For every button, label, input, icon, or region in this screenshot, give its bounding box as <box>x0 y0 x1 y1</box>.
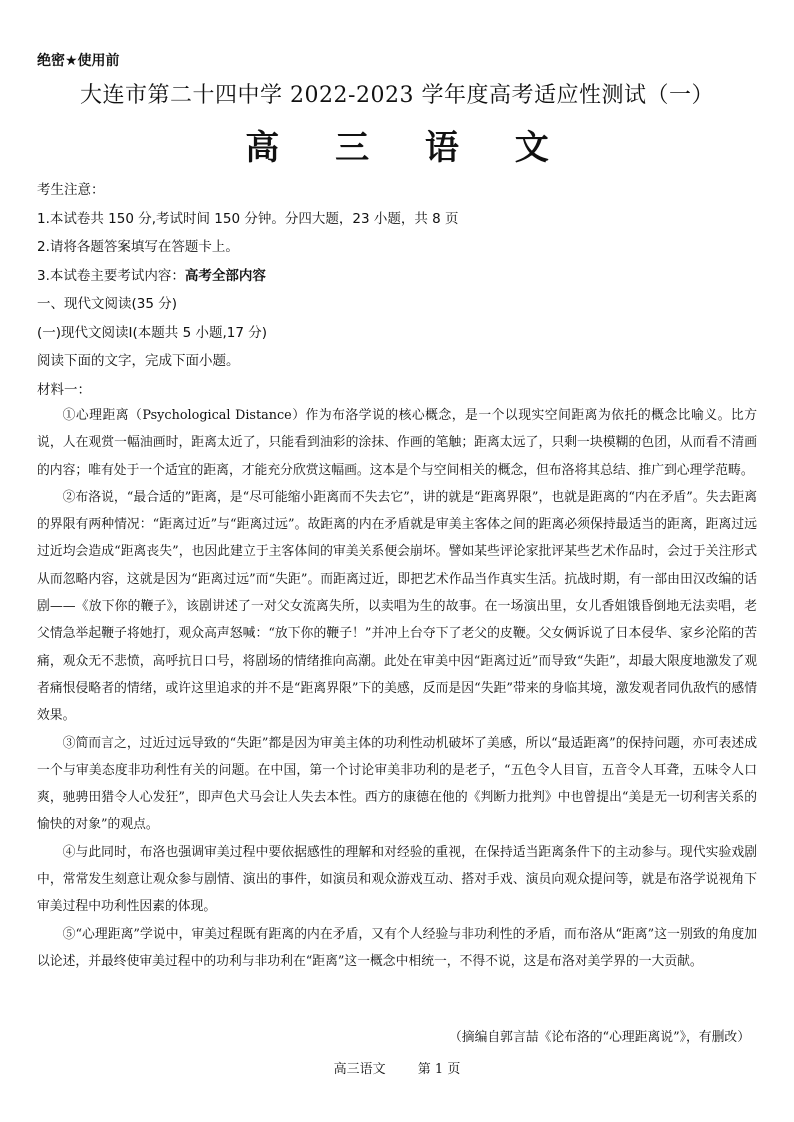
paragraph-1: ①心理距离（Psychological Distance）作为布洛学说的核心概念，是一个以现实空间距离为依托的概念比喻义。比方说，人在观赏一幅油画时，距离太近了，只能看到油彩的涂抹、作画的笔触；距离太远了，只剩一块模糊的色团，从而看不清画的内容；唯有处于一个适宜的距离，才能充分欣赏这幅画。这本是个与空间相关的概念，但布洛将其总结、推广到心理学范畴。 <box>37 408 757 478</box>
page-footer <box>0 1058 794 1077</box>
subsection-heading: (一)现代文阅读I(本题共 5 小题,17 分) <box>37 324 267 341</box>
reading-passage <box>37 402 757 975</box>
paragraph-5: ⑤“心理距离”学说中，审美过程既有距离的内在矛盾，又有个人经验与非功利性的矛盾，而布洛从“距离”这一别致的角度加以论述，并最终使审美过程中的功利与非功利在“距离”这一概念中相统一，不得不说，这是布洛对美学界的一大贡献。 <box>37 926 757 969</box>
note-item-3 <box>37 262 757 291</box>
footer-page-number: 第 1 页 <box>417 1062 461 1077</box>
note-item-3-prefix: 3.本试卷主要考试内容： <box>37 267 185 284</box>
footer-subject: 高三语文 <box>333 1062 386 1077</box>
candidate-notes <box>37 176 757 404</box>
paragraph-4: ④与此同时，布洛也强调审美过程中要依据感性的理解和对经验的重视，在保持适当距离条件下的主动参与。现代实验戏剧中，常常发生刻意让观众参与剧情、演出的事件，如演员和观众游戏互动、搭对手戏、演员向观众提问等，就是布洛学说视角下审美过程中功利性因素的体现。 <box>37 844 757 915</box>
reading-instruction: 阅读下面的文字，完成下面小题。 <box>37 353 240 369</box>
note-item-2: 2.请将各题答案填写在答题卡上。 <box>37 239 239 255</box>
note-item-1: 1.本试卷共 150 分,考试时间 150 分钟。分四大题，23 小题，共 8 页 <box>37 210 459 227</box>
paragraph-3: ③简而言之，过近过远导致的“失距”都是因为审美主体的功利性动机破坏了美感，所以“最适距离”的保持问题，亦可表述成一个与审美态度非功利性有关的问题。在中国，第一个讨论审美非功利的是老子，“五色令人目盲，五音令人耳聋，五味令人口爽，驰骋田猎令人心发狂”，即声色犬马会让人失去本性。西方的康德在他的《判断力批判》中也曾提出“美是无一切利害关系的愉快的对象”的观点。 <box>37 735 757 833</box>
subject-title: 高 三 语 文 <box>245 128 571 168</box>
confidential-label: 绝密★使用前 <box>37 53 120 69</box>
material-label: 材料一： <box>37 381 91 398</box>
notes-heading: 考生注意： <box>37 182 105 198</box>
note-item-3-scope: 高考全部内容 <box>184 267 266 284</box>
exam-title: 大连市第二十四中学 2022-2023 学年度高考适应性测试（一） <box>80 83 714 108</box>
paragraph-2: ②布洛说，“最合适的”距离，是“尽可能缩小距离而不失去它”，讲的就是“距离界限”，也就是距离的“内在矛盾”。失去距离的界限有两种情况：“距离过近”与“距离过远”。故距离的内在矛盾就是审美主客体之间的距离必须保持最适当的距离，距离过远过近均会造成“距离丧失”，也因此建立于主客体间的审美关系便会崩坏。譬如某些评论家批评某些艺术作品时，会过于关注形式从而忽略内容，这就是因为“距离过远”而“失距”。而距离过近，即把艺术作品当作真实生活。抗战时期，有一部由田汉改编的话剧——《放下你的鞭子》，该剧讲述了一对父女流离失所，以卖唱为生的故事。在一场演出里，女儿香姐饿昏倒地无法卖唱，老父情急举起鞭子将她打，观众高声怒喊：“放下你的鞭子！”并冲上台夺下了老父的皮鞭。父女俩诉说了日本侵华、家乡沦陷的苦痛，观众无不悲愤，高呼抗日口号，将剧场的情绪推向高潮。此处在审美中因“距离过近”而导致“失距”，却最大限度地激发了观者痛恨侵略者的情绪，或许这里追求的并不是“距离界限”下的美感，反而是因“失距”带来的身临其境，激发观者同仇敌忾的感情效果。 <box>37 489 757 724</box>
section-heading: 一、现代文阅读(35 分) <box>37 296 178 312</box>
source-citation: （摘编自郭言喆《论布洛的“心理距离说”》，有删改） <box>448 1030 750 1045</box>
